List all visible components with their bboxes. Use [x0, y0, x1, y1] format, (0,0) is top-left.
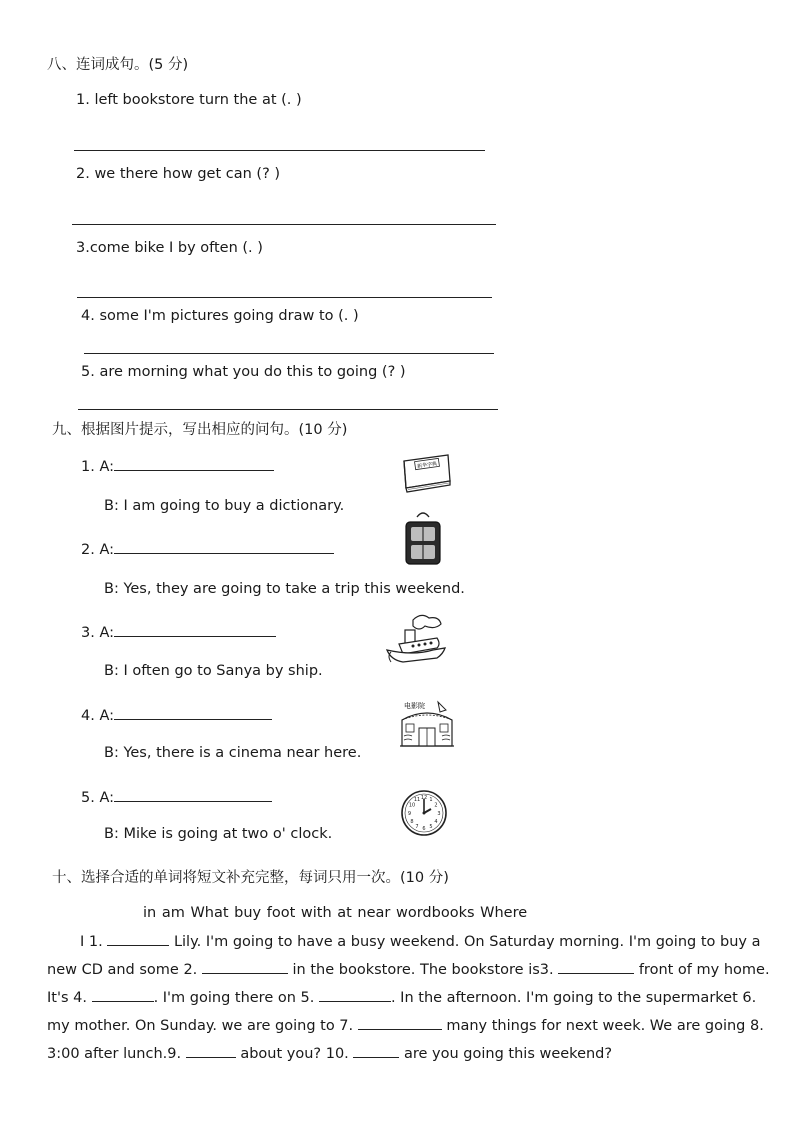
- answer-9-1: B: I am going to buy a dictionary.: [104, 498, 345, 514]
- answer-9-3: B: I often go to Sanya by ship.: [104, 663, 323, 679]
- passage-text: Lily. I'm going to have a busy weekend. On Saturday morning. I'm going to buy a: [169, 934, 761, 950]
- passage-text: many things for next week. We are going 8.: [441, 1018, 764, 1034]
- passage-text: front of my home.: [634, 962, 770, 978]
- passage-blank-4[interactable]: [92, 987, 154, 1002]
- question-9-1: [81, 456, 274, 475]
- word-bank: in am What buy foot with at near wordbooks Where: [143, 905, 528, 921]
- passage-text: I 1.: [80, 934, 108, 950]
- question-label: 5. A:: [81, 790, 114, 806]
- svg-text:5: 5: [429, 824, 433, 830]
- section-10-title: 十、选择合适的单词将短文补充完整，每词只用一次。(10 分): [52, 870, 449, 886]
- passage-blank-3[interactable]: [558, 959, 634, 974]
- question-9-3: [81, 622, 276, 641]
- passage-text: my mother. On Sunday. we are going to 7.: [47, 1018, 358, 1034]
- section-8-item-5: 5. are morning what you do this to going (? ): [81, 364, 406, 380]
- svg-text:9: 9: [407, 811, 412, 817]
- section-8-title: 八、连词成句。(5 分): [47, 57, 189, 73]
- answer-9-5: B: Mike is going at two o' clock.: [104, 826, 333, 842]
- answer-blank-9-2[interactable]: [114, 539, 334, 554]
- answer-blank-9-1[interactable]: [114, 456, 274, 471]
- passage-text: in the bookstore. The bookstore is3.: [287, 962, 559, 978]
- svg-text:3: 3: [437, 811, 441, 817]
- passage-text: 3:00 after lunch.9.: [47, 1046, 186, 1062]
- passage-text: . In the afternoon. I'm going to the supermarket 6.: [390, 990, 757, 1006]
- passage-blank-6[interactable]: [358, 1015, 442, 1030]
- svg-text:8: 8: [410, 819, 414, 825]
- svg-text:12: 12: [420, 795, 428, 801]
- section-8-item-1: 1. left bookstore turn the at (. ): [76, 92, 302, 108]
- answer-blank-9-4[interactable]: [114, 705, 272, 720]
- passage-blank-1[interactable]: [107, 931, 169, 946]
- question-label: 4. A:: [81, 708, 114, 724]
- question-9-4: [81, 705, 272, 724]
- passage-text: It's 4.: [47, 990, 92, 1006]
- section-8-item-3: 3.come bike I by often (. ): [76, 240, 263, 256]
- dictionary-icon: [398, 451, 454, 493]
- section-8-item-4: 4. some I'm pictures going draw to (. ): [81, 308, 359, 324]
- svg-text:4: 4: [434, 819, 438, 825]
- answer-line-8-4[interactable]: [84, 353, 494, 354]
- passage-line-1: [47, 928, 761, 956]
- svg-text:2: 2: [434, 802, 438, 809]
- section-8-item-2: 2. we there how get can (? ): [76, 166, 281, 182]
- answer-9-2: B: Yes, they are going to take a trip this weekend.: [104, 581, 465, 597]
- svg-text:11: 11: [413, 797, 421, 803]
- answer-line-8-1[interactable]: [74, 150, 485, 151]
- answer-blank-9-3[interactable]: [114, 622, 276, 637]
- cinema-sign: 电影院: [404, 702, 425, 710]
- passage-line-4: [47, 1012, 764, 1040]
- passage-blank-7[interactable]: [186, 1043, 236, 1058]
- passage-text: are you going this weekend?: [399, 1046, 613, 1062]
- question-label: 3. A:: [81, 625, 114, 641]
- question-label: 1. A:: [81, 459, 114, 475]
- passage-line-3: [47, 984, 757, 1012]
- passage-line-5: [47, 1040, 747, 1068]
- answer-blank-9-5[interactable]: [114, 787, 272, 802]
- ship-icon: [383, 612, 447, 668]
- dictionary-label: 新华字典: [416, 461, 438, 470]
- answer-9-4: B: Yes, there is a cinema near here.: [104, 745, 362, 761]
- question-9-2: [81, 539, 334, 558]
- section-9-title: 九、根据图片提示，写出相应的问句。(10 分): [52, 422, 348, 438]
- passage: [47, 928, 770, 1068]
- svg-text:1: 1: [429, 797, 433, 803]
- cinema-icon: [398, 698, 456, 750]
- answer-line-8-2[interactable]: [72, 224, 496, 225]
- passage-text: about you? 10.: [235, 1046, 354, 1062]
- suitcase-icon: [402, 508, 444, 568]
- passage-text: new CD and some 2.: [47, 962, 202, 978]
- answer-line-8-3[interactable]: [77, 297, 492, 298]
- clock-icon: [400, 789, 448, 837]
- question-label: 2. A:: [81, 542, 114, 558]
- passage-line-2: [47, 956, 770, 984]
- passage-blank-8[interactable]: [353, 1043, 399, 1058]
- svg-text:6: 6: [422, 826, 426, 832]
- question-9-5: [81, 787, 272, 806]
- passage-blank-5[interactable]: [319, 987, 391, 1002]
- passage-blank-2[interactable]: [202, 959, 288, 974]
- svg-text:7: 7: [415, 824, 419, 830]
- answer-line-8-5[interactable]: [78, 409, 498, 410]
- svg-text:10: 10: [408, 802, 416, 809]
- passage-text: . I'm going there on 5.: [153, 990, 319, 1006]
